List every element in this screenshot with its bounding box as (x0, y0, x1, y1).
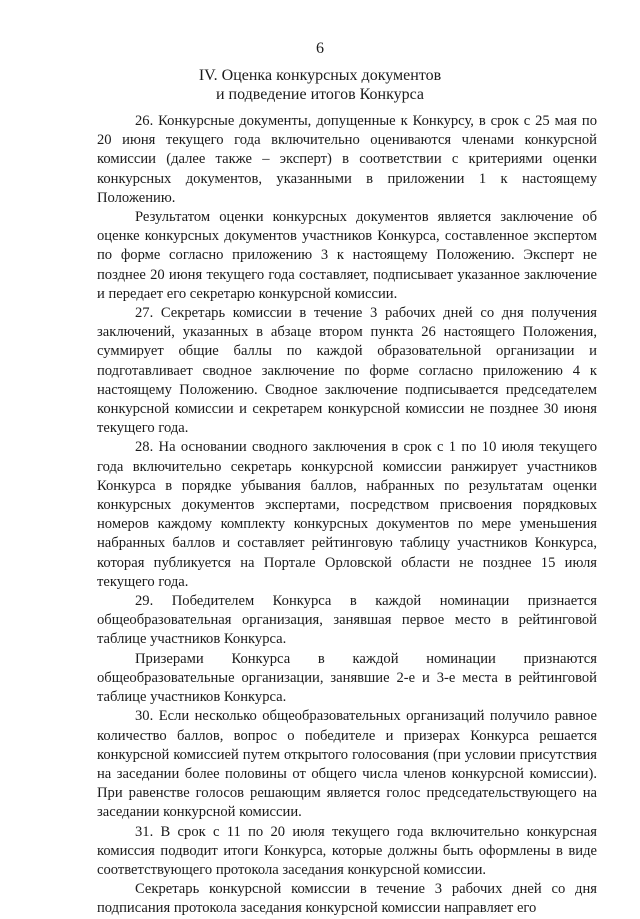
paragraph-26-result: Результатом оценки конкурсных документов является заключение об оценке конкурсных документов участников Конкурса, составленное экспертом по форме согласно приложению 3 к настоящему Положению. Эксперт не позднее 20 июня текущего года составляет, подписывает указанное заключение и передает его секретарю конкурсной комиссии. (97, 209, 597, 302)
paragraph-29-prizewinners: Призерами Конкурса в каждой номинации признаются общеобразовательные организации, занявшие 2-е и 3-е места в рейтинговой таблице участников Конкурса. (97, 650, 597, 706)
paragraph-31: 31. В срок с 11 по 20 июля текущего года включительно конкурсная комиссия подводит итоги Конкурса, которые должны быть оформлены в виде соответствующего протокола заседания конкурсной комиссии. (97, 823, 597, 878)
paragraph-29: 29. Победителем Конкурса в каждой номинации признается общеобразовательная организация, занявшая первое место в рейтинговой таблице участников Конкурса. (97, 593, 597, 648)
section-heading (0, 66, 640, 104)
paragraph-31-secretary: Секретарь конкурсной комиссии в течение 3 рабочих дней со дня подписания протокола заседания конкурсной комиссии направляет его (97, 881, 597, 917)
section-title-line1: IV. Оценка конкурсных документов (198, 67, 442, 84)
section-title-line2: и подведение итогов Конкурса (215, 86, 425, 103)
page-number: 6 (316, 40, 324, 57)
paragraph-27: 27. Секретарь комиссии в течение 3 рабочих дней со дня получения заключений, указанных в абзаце втором пункта 26 настоящего Положения, суммирует общие баллы по каждой образовательной организации и подготавливает сводное заключение по форме согласно приложению 4 к настоящему Положению. Сводное заключение подписывается председателем конкурсной комиссии и секретарем конкурсной комиссии не позднее 30 июня текущего года. (97, 305, 597, 437)
paragraph-30: 30. Если несколько общеобразовательных организаций получило равное количество баллов, вопрос о победителе и призерах Конкурса решается конкурсной комиссией путем открытого голосования (при условии присутствия на заседании более половины от общего числа членов конкурсной комиссии). При равенстве голосов решающим является голос председательствующего на заседании конкурсной комиссии. (97, 708, 597, 821)
paragraph-26: 26. Конкурсные документы, допущенные к Конкурсу, в срок с 25 мая по 20 июня текущего года включительно оцениваются членами конкурсной комиссии (далее также – эксперт) в соответствии с критериями оценки конкурсных документов, указанными в приложении 1 к настоящему Положению. (97, 113, 597, 206)
paragraph-28: 28. На основании сводного заключения в срок с 1 по 10 июля текущего года включительно секретарь конкурсной комиссии ранжирует участников Конкурса в порядке убывания баллов, набранных по результатам оценки конкурсных документов экспертами, посредством присвоения порядковых номеров каждому комплекту конкурсных документов по мере уменьшения набранных баллов и составляет рейтинговую таблицу участников Конкурса, которая публикуется на Портале Орловской области не позднее 15 июля текущего года. (97, 439, 597, 590)
body-text (97, 112, 597, 919)
